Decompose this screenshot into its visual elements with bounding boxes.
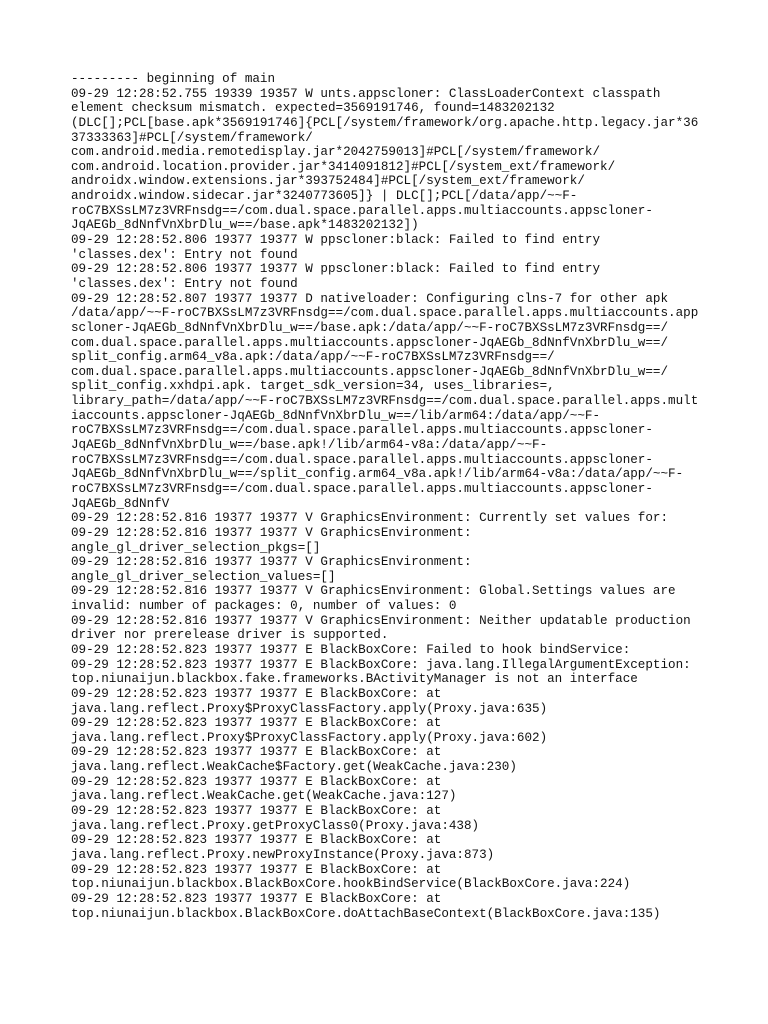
log-line: java.lang.reflect.WeakCache.get(WeakCache.java:127)	[71, 789, 457, 804]
log-line: 09-29 12:28:52.823 19377 19377 E BlackBoxCore: at	[71, 833, 442, 848]
log-line: 09-29 12:28:52.816 19377 19377 V GraphicsEnvironment:	[71, 525, 472, 540]
log-line: 09-29 12:28:52.823 19377 19377 E BlackBoxCore: at	[71, 804, 442, 819]
log-line: iaccounts.appscloner-JqAEGb_8dNnfVnXbrDlu_w==/lib/arm64:/data/app/~~F-	[71, 408, 601, 423]
log-line: driver nor prerelease driver is supported.	[71, 628, 389, 643]
log-line: JqAEGb_8dNnfVnXbrDlu_w==/split_config.arm64_v8a.apk!/lib/arm64-v8a:/data/app/~~F-	[71, 467, 684, 482]
log-line: 37333363]#PCL[/system/framework/	[71, 130, 313, 145]
log-line: 09-29 12:28:52.823 19377 19377 E BlackBoxCore: at	[71, 745, 442, 760]
log-line: library_path=/data/app/~~F-roC7BXSsLM7z3VRFnsdg==/com.dual.space.parallel.apps.mult	[71, 394, 699, 409]
log-line: java.lang.reflect.Proxy.newProxyInstance(Proxy.java:873)	[71, 847, 495, 862]
log-line: top.niunaijun.blackbox.fake.frameworks.BActivityManager is not an interface	[71, 672, 638, 687]
log-line: java.lang.reflect.WeakCache$Factory.get(WeakCache.java:230)	[71, 760, 517, 775]
log-line: scloner-JqAEGb_8dNnfVnXbrDlu_w==/base.apk:/data/app/~~F-roC7BXSsLM7z3VRFnsdg==/	[71, 320, 669, 335]
log-line: roC7BXSsLM7z3VRFnsdg==/com.dual.space.parallel.apps.multiaccounts.appscloner-	[71, 423, 653, 438]
log-line: 09-29 12:28:52.806 19377 19377 W ppscloner:black: Failed to find entry	[71, 233, 601, 248]
log-line: 09-29 12:28:52.823 19377 19377 E BlackBoxCore: at	[71, 716, 442, 731]
log-line: androidx.window.extensions.jar*393752484]#PCL[/system_ext/framework/	[71, 174, 585, 189]
log-line: roC7BXSsLM7z3VRFnsdg==/com.dual.space.parallel.apps.multiaccounts.appscloner-	[71, 481, 653, 496]
log-line: 09-29 12:28:52.823 19377 19377 E BlackBoxCore: at	[71, 862, 442, 877]
log-line: com.dual.space.parallel.apps.multiaccounts.appscloner-JqAEGb_8dNnfVnXbrDlu_w==/	[71, 335, 669, 350]
log-line: java.lang.reflect.Proxy.getProxyClass0(Proxy.java:438)	[71, 818, 480, 833]
log-line: angle_gl_driver_selection_pkgs=[]	[71, 540, 321, 555]
log-line: 'classes.dex': Entry not found	[71, 276, 298, 291]
log-line: roC7BXSsLM7z3VRFnsdg==/com.dual.space.parallel.apps.multiaccounts.appscloner-	[71, 452, 653, 467]
log-line: androidx.window.sidecar.jar*3240773605]} | DLC[];PCL[/data/app/~~F-	[71, 189, 578, 204]
log-line: --------- beginning of main	[71, 72, 276, 86]
log-line	[71, 921, 711, 936]
log-document	[71, 72, 711, 936]
log-line: roC7BXSsLM7z3VRFnsdg==/com.dual.space.parallel.apps.multiaccounts.appscloner-	[71, 203, 653, 218]
log-line: JqAEGb_8dNnfVnXbrDlu_w==/base.apk*1483202132])	[71, 218, 419, 233]
log-line: 09-29 12:28:52.823 19377 19377 E BlackBoxCore: at	[71, 686, 442, 701]
log-line: 09-29 12:28:52.816 19377 19377 V GraphicsEnvironment:	[71, 555, 472, 570]
log-line: JqAEGb_8dNnfVnXbrDlu_w==/base.apk!/lib/arm64-v8a:/data/app/~~F-	[71, 438, 548, 453]
log-line: 09-29 12:28:52.823 19377 19377 E BlackBoxCore: java.lang.IllegalArgumentException:	[71, 657, 691, 672]
log-line: element checksum mismatch. expected=3569191746, found=1483202132	[71, 101, 555, 116]
log-line: split_config.xxhdpi.apk. target_sdk_version=34, uses_libraries=,	[71, 379, 555, 394]
log-line: com.android.media.remotedisplay.jar*2042759013]#PCL[/system/framework/	[71, 145, 601, 160]
log-line: invalid: number of packages: 0, number of values: 0	[71, 599, 457, 614]
log-line: top.niunaijun.blackbox.BlackBoxCore.hookBindService(BlackBoxCore.java:224)	[71, 877, 631, 892]
log-line: 09-29 12:28:52.823 19377 19377 E BlackBoxCore: at	[71, 891, 442, 906]
log-line: 09-29 12:28:52.755 19339 19357 W unts.appscloner: ClassLoaderContext classpath	[71, 86, 661, 101]
log-line: angle_gl_driver_selection_values=[]	[71, 569, 336, 584]
log-line: java.lang.reflect.Proxy$ProxyClassFactory.apply(Proxy.java:635)	[71, 701, 548, 716]
log-line: 'classes.dex': Entry not found	[71, 247, 298, 262]
log-line: com.android.location.provider.jar*3414091812]#PCL[/system_ext/framework/	[71, 159, 616, 174]
log-line: java.lang.reflect.Proxy$ProxyClassFactory.apply(Proxy.java:602)	[71, 730, 548, 745]
log-line: 09-29 12:28:52.816 19377 19377 V GraphicsEnvironment: Currently set values for:	[71, 511, 669, 526]
log-line: top.niunaijun.blackbox.BlackBoxCore.doAttachBaseContext(BlackBoxCore.java:135)	[71, 906, 661, 921]
log-line: com.dual.space.parallel.apps.multiaccounts.appscloner-JqAEGb_8dNnfVnXbrDlu_w==/	[71, 364, 669, 379]
log-line: split_config.arm64_v8a.apk:/data/app/~~F-roC7BXSsLM7z3VRFnsdg==/	[71, 350, 555, 365]
log-line: JqAEGb_8dNnfV	[71, 496, 170, 511]
log-line: 09-29 12:28:52.806 19377 19377 W ppscloner:black: Failed to find entry	[71, 262, 601, 277]
log-line: (DLC[];PCL[base.apk*3569191746]{PCL[/system/framework/org.apache.http.legacy.jar*36	[71, 115, 699, 130]
log-line: 09-29 12:28:52.816 19377 19377 V GraphicsEnvironment: Global.Settings values are	[71, 584, 676, 599]
log-line: 09-29 12:28:52.807 19377 19377 D nativeloader: Configuring clns-7 for other apk	[71, 291, 669, 306]
log-line: 09-29 12:28:52.823 19377 19377 E BlackBoxCore: at	[71, 774, 442, 789]
log-line: 09-29 12:28:52.816 19377 19377 V GraphicsEnvironment: Neither updatable production	[71, 613, 691, 628]
log-line: /data/app/~~F-roC7BXSsLM7z3VRFnsdg==/com.dual.space.parallel.apps.multiaccounts.app	[71, 306, 699, 321]
log-line: 09-29 12:28:52.823 19377 19377 E BlackBoxCore: Failed to hook bindService:	[71, 642, 631, 657]
